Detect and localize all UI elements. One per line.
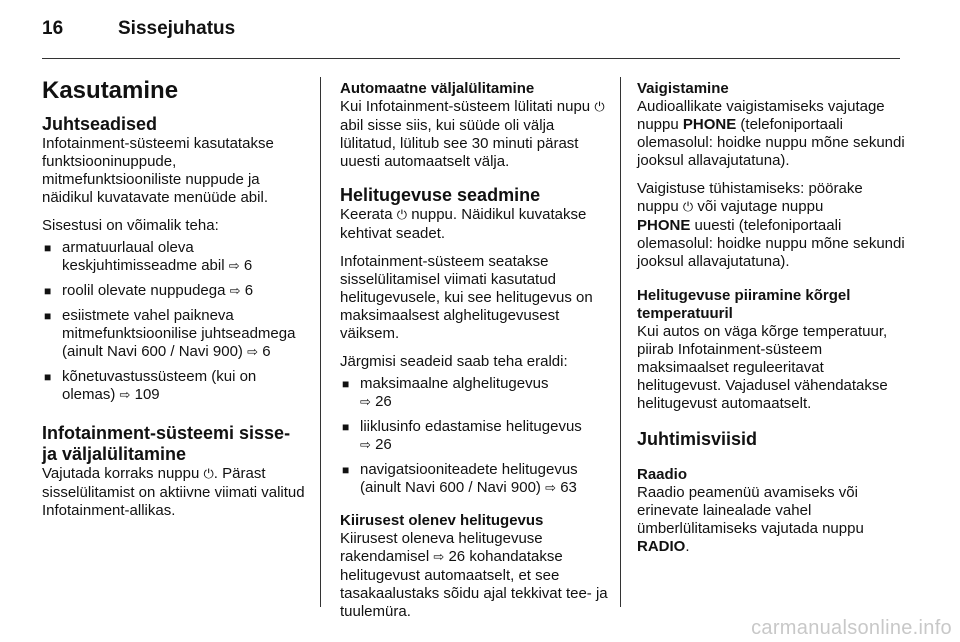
page-ref-link[interactable]: 6 [243, 257, 253, 274]
page-ref-link[interactable]: 6 [262, 343, 271, 360]
mute-text: Audioallikate vaigistamiseks vajutage nuppu PHONE (telefoniportaali olemasolul: hoidke nuppu mõne sekundi jooksul allavajutatuna). [637, 98, 905, 169]
list-item: ■ roolil olevate nuppudega ⇨ 6 [42, 282, 310, 301]
speed-heading: Kiirusest olenev helitugevus [340, 512, 544, 529]
page-ref-icon: ⇨ [119, 388, 131, 403]
page-ref-icon: ⇨ [247, 345, 259, 360]
page-ref-icon: ⇨ [228, 259, 240, 274]
section-title: Sissejuhatus [118, 18, 236, 39]
radio-heading: Raadio [637, 466, 688, 483]
page-ref-icon: ⇨ [360, 395, 371, 410]
page-number: 16 [42, 18, 64, 39]
page-ref-link[interactable]: 26 [375, 393, 392, 410]
list-item: ■ navigatsiooniteadete helitugevus (ainult Navi 600 / Navi 900) ⇨ 63 [340, 461, 610, 498]
onoff-text: Vajutada korraks nuppu ⏻. Pärast sisselülitamist on aktiivne viimati valitud Infotainment-allikas. [42, 465, 305, 519]
volume-heading: Helitugevuse seadmine [340, 185, 541, 205]
separate-list [340, 375, 610, 498]
controls-text: Infotainment-süsteemi kasutatakse funktsiooninuppude, mitmefunktsiooniliste nuppude ja näidikul kuvatavate menüüde abil. [42, 135, 274, 206]
temp-text: Kui autos on väga kõrge temperatuur, piirab Infotainment-süsteem maksimaalset reguleeritavat helitugevust. Vajadusel vähendatakse helitugevust automaatselt. [637, 323, 888, 412]
page-ref-link[interactable]: 26 [448, 548, 466, 565]
header-divider [42, 58, 900, 59]
page-ref-link[interactable]: 6 [244, 282, 254, 299]
onoff-heading: Infotainment-süsteemi sisse- ja väljalülitamine [42, 423, 291, 464]
input-intro: Sisestusi on võimalik teha: [42, 217, 219, 234]
power-knob-icon: ⏻ [396, 208, 408, 223]
list-item: ■ liiklusinfo edastamise helitugevus ⇨ 26 [340, 418, 610, 455]
input-list [42, 239, 310, 405]
page-ref-icon: ⇨ [433, 550, 445, 565]
speed-text: Kiirusest oleneva helitugevuse rakendamisel ⇨ 26 kohandatakse helitugevust automaatselt, et see tasakaalustaks sõidu ajal tekkivat tee- ja tuulemüra. [340, 530, 608, 620]
power-knob-icon: ⏻ [203, 467, 214, 482]
page-ref-link[interactable]: 26 [375, 436, 392, 453]
temp-heading: Helitugevuse piiramine kõrgel temperatuuril [637, 287, 851, 322]
page-ref-link[interactable]: 109 [134, 386, 160, 403]
radio-text: Raadio peamenüü avamiseks või erinevate lainealade vahel ümberlülitamiseks vajutada nuppu RADIO. [637, 484, 864, 555]
list-item: ■ maksimaalne alghelitugevus ⇨ 26 [340, 375, 610, 412]
column-divider-2 [620, 77, 621, 607]
page-ref-icon: ⇨ [545, 481, 557, 496]
volume-text-2: Infotainment-süsteem seatakse sisselülitamisel viimati kasutatud helitugevusele, kui see helitugevus on maksimaalsest alghelitugevusest väiksem. [340, 253, 593, 342]
power-knob-icon: ⏻ [682, 200, 694, 215]
auto-off-heading: Automaatne väljalülitamine [340, 80, 535, 97]
phone-key-label: PHONE [682, 116, 737, 133]
page-ref-icon: ⇨ [229, 284, 241, 299]
list-item: ■ kõnetuvastussüsteem (kui on olemas) ⇨ 109 [42, 368, 310, 405]
main-title: Kasutamine [42, 77, 179, 104]
page-ref-icon: ⇨ [360, 438, 371, 453]
column-2 [340, 80, 610, 631]
separate-intro: Järgmisi seadeid saab teha eraldi: [340, 353, 568, 370]
column-3 [637, 80, 907, 566]
column-divider-1 [320, 77, 321, 607]
volume-text: Keerata ⏻ nuppu. Näidikul kuvatakse kehtivat seadet. [340, 206, 587, 242]
power-knob-icon: ⏻ [594, 100, 605, 115]
list-item: ■ armatuurlaual oleva keskjuhtimisseadme abil ⇨ 6 [42, 239, 310, 276]
page-ref-link[interactable]: 63 [560, 479, 577, 496]
radio-key-label: RADIO [637, 538, 686, 555]
modes-heading: Juhtimisviisid [637, 429, 758, 449]
controls-heading: Juhtseadised [42, 114, 158, 134]
auto-off-text: Kui Infotainment-süsteem lülitati nupu ⏻ abil sisse siis, kui süüde oli välja lülitatud, lülitub see 30 minuti pärast uuesti automaatselt välja. [340, 98, 605, 170]
watermark: carmanualsonline.info [751, 617, 952, 639]
column-1 [42, 76, 310, 530]
phone-key-label: PHONE [637, 217, 691, 234]
mute-heading: Vaigistamine [637, 80, 729, 97]
unmute-text: Vaigistuse tühistamiseks: pöörake nuppu ⏻ või vajutage nuppu PHONE uuesti (telefoniportaali olemasolul: hoidke nuppu mõne sekundi jooksul allavajutatuna). [637, 180, 905, 270]
list-item: ■ esiistmete vahel paikneva mitmefunktsioonilise juhtseadmega (ainult Navi 600 / Navi 900) ⇨ 6 [42, 307, 310, 362]
